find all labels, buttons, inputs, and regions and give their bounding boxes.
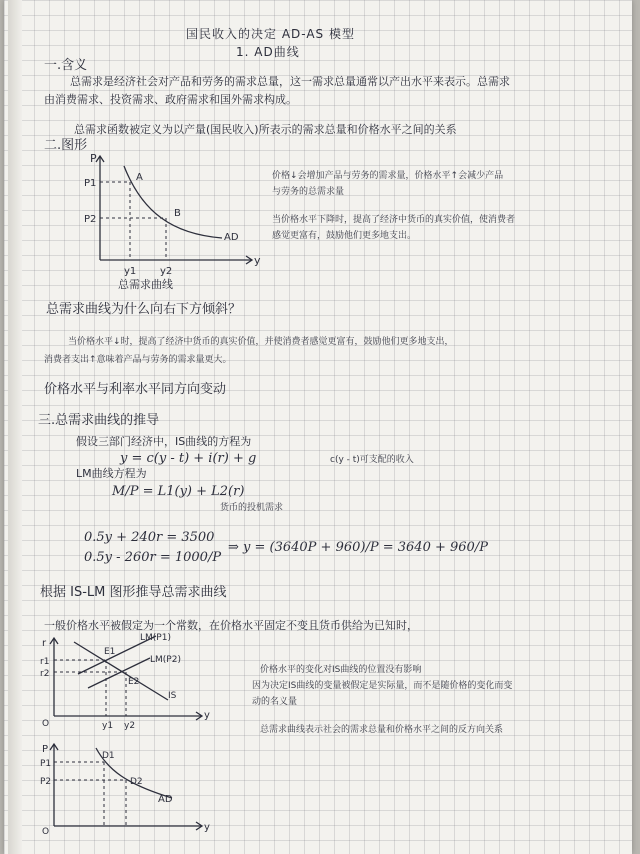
ad-p2-label: P2: [40, 777, 52, 787]
islm-heading: 根据 IS-LM 图形推导总需求曲线: [40, 585, 227, 600]
graph-heading: 二.图形: [44, 138, 88, 153]
is-curve: [74, 642, 168, 700]
derived-ad-graph: [38, 740, 218, 836]
y2-label: y2: [160, 266, 173, 277]
is-equation: y = c(y - t) + i(r) + g: [120, 451, 257, 466]
islm-note-1: 价格水平的变化对IS曲线的位置没有影响: [260, 665, 422, 675]
r1-label: r1: [40, 657, 50, 667]
islm-note-2: 因为决定IS曲线的变量被假定是实际量，而不是随价格的变化而变: [252, 681, 513, 691]
e1-label: E1: [104, 647, 116, 657]
lm-p1-label: LM(P1): [140, 633, 171, 643]
system-equation-1: 0.5y + 240r = 3500: [84, 530, 215, 545]
islm-y1-label: y1: [102, 721, 114, 731]
graph-note-3: 当价格水平下降时，提高了经济中货币的真实价值，使消费者: [272, 215, 516, 225]
y1-label: y1: [124, 266, 137, 277]
speculative-demand-note: 货币的投机需求: [220, 503, 284, 513]
point-a-label: A: [136, 172, 143, 183]
is-label: IS: [168, 691, 177, 701]
r-axis-label: r: [42, 638, 47, 649]
y-axis-label: y: [254, 254, 261, 267]
ad-curve-label: AD: [224, 232, 239, 243]
ad-curve-graph: [82, 152, 262, 292]
e2-label: E2: [128, 677, 140, 687]
derivation-intro: 假设三部门经济中，IS曲线的方程为: [76, 435, 252, 448]
disposable-income-note: c(y - t)可支配的收入: [330, 455, 414, 465]
question-answer-1: 当价格水平↓时，提高了经济中货币的真实价值，并使消费者感觉更富有，鼓励他们更多地支出，: [68, 337, 454, 347]
r2-label: r2: [40, 669, 50, 679]
definition-line-1: 总需求是经济社会对产品和劳务的需求总量，这一需求总量通常以产出水平来表示。总需求: [70, 75, 510, 88]
page-title: 国民收入的决定 AD-AS 模型: [186, 27, 355, 41]
lm-p2-label: LM(P2): [150, 655, 181, 665]
ad-p1-label: P1: [40, 759, 52, 769]
islm-note-3: 动的名义量: [252, 697, 298, 707]
d1-label: D1: [102, 751, 115, 761]
islm-graph: [38, 632, 218, 732]
p1-label: P1: [84, 178, 97, 189]
notebook-page: [4, 0, 632, 854]
derivation-heading: 三.总需求曲线的推导: [38, 413, 160, 428]
question-answer-2: 消费者支出↑意味着产品与劳务的需求量更大。: [44, 355, 232, 365]
lm-equation: M/P = L1(y) + L2(r): [112, 484, 245, 499]
ad-p-axis-label: P: [42, 744, 49, 755]
graph-caption: 总需求曲线: [118, 278, 173, 291]
d2-label: D2: [130, 777, 143, 787]
definition-heading: 一.含义: [44, 58, 88, 73]
question-summary: 价格水平与利率水平同方向变动: [44, 382, 227, 397]
graph-note-1: 价格↓会增加产品与劳务的需求量，价格水平↑会减少产品: [272, 171, 504, 181]
lm-equation-label: LM曲线方程为: [76, 467, 147, 480]
islm-line-1: 一般价格水平被假定为一个常数，在价格水平固定不变且货币供给为已知时，: [44, 619, 418, 632]
ad-y-axis-label: y: [204, 822, 210, 833]
derivation-result: ⇒ y = (3640P + 960)/P = 3640 + 960/P: [228, 540, 488, 555]
definition-line-3: 总需求函数被定义为以产量(国民收入)所表示的需求总量和价格水平之间的关系: [74, 123, 457, 136]
islm-note-4: 总需求曲线表示社会的需求总量和价格水平之间的反方向关系: [260, 725, 504, 735]
islm-origin-label: O: [42, 719, 50, 729]
system-equation-2: 0.5y - 260r = 1000/P: [84, 550, 222, 565]
point-b-label: B: [174, 208, 181, 219]
question-heading: 总需求曲线为什么向右下方倾斜？: [46, 302, 242, 317]
definition-line-2: 由消费需求、投资需求、政府需求和国外需求构成。: [44, 93, 297, 106]
derived-ad-label: AD: [158, 794, 173, 805]
ad-origin-label: O: [42, 827, 50, 837]
graph-note-2: 与劳务的总需求量: [272, 187, 345, 197]
page-binding-edge: [8, 0, 22, 854]
islm-y2-label: y2: [124, 721, 136, 731]
graph-note-4: 感觉更富有，鼓励他们更多地支出。: [272, 231, 417, 241]
p-axis-label: P: [90, 152, 97, 165]
page-subtitle: 1. AD曲线: [236, 45, 300, 59]
p2-label: P2: [84, 214, 97, 225]
islm-y-axis-label: y: [204, 710, 210, 721]
